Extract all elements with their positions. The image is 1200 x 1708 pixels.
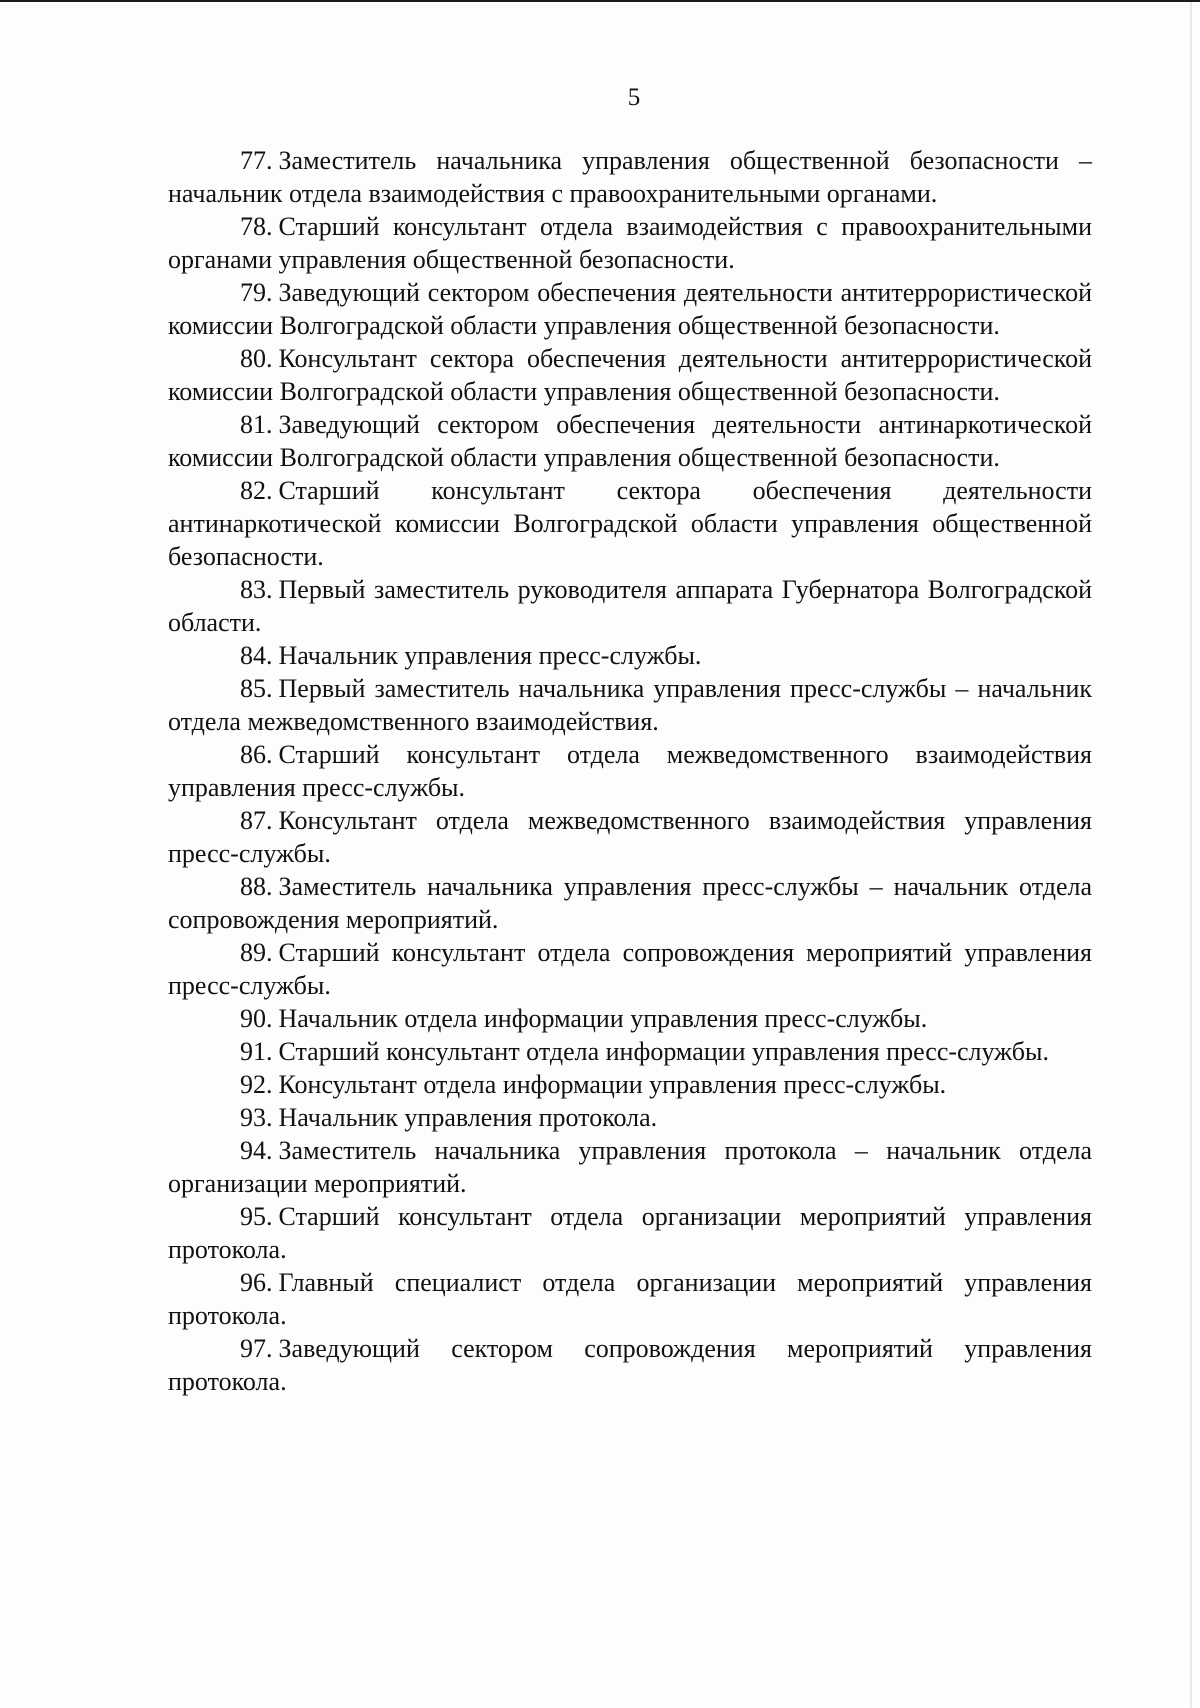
item-text: Старший консультант отдела межведомственного взаимодействия управления пресс-службы.	[168, 740, 1092, 802]
item-number: 94.	[240, 1136, 273, 1165]
item-text: Главный специалист отдела организации мероприятий управления протокола.	[168, 1268, 1092, 1330]
item-text: Начальник управления пресс-службы.	[278, 641, 702, 670]
list-item	[168, 738, 1092, 804]
list-item	[168, 474, 1092, 573]
item-number: 79.	[240, 278, 273, 307]
list-item	[168, 1101, 1092, 1134]
list-item	[168, 276, 1092, 342]
item-text: Заведующий сектором сопровождения мероприятий управления протокола.	[168, 1334, 1092, 1396]
list-item	[168, 1002, 1092, 1035]
item-number: 83.	[240, 575, 273, 604]
item-number: 84.	[240, 641, 273, 670]
list-item	[168, 1200, 1092, 1266]
item-text: Старший консультант отдела сопровождения мероприятий управления пресс-службы.	[168, 938, 1092, 1000]
list-item	[168, 870, 1092, 936]
item-number: 96.	[240, 1268, 273, 1297]
item-number: 86.	[240, 740, 273, 769]
item-number: 85.	[240, 674, 273, 703]
item-text: Начальник отдела информации управления пресс-службы.	[278, 1004, 928, 1033]
item-text: Первый заместитель начальника управления пресс-службы – начальник отдела межведомственного взаимодействия.	[168, 674, 1092, 736]
item-text: Консультант отдела межведомственного взаимодействия управления пресс-службы.	[168, 806, 1092, 868]
list-item	[168, 1332, 1092, 1398]
list-item	[168, 210, 1092, 276]
item-text: Начальник управления протокола.	[278, 1103, 658, 1132]
item-number: 78.	[240, 212, 273, 241]
item-text: Старший консультант отдела организации мероприятий управления протокола.	[168, 1202, 1092, 1264]
list-item	[168, 804, 1092, 870]
item-text: Заместитель начальника управления общественной безопасности – начальник отдела взаимодействия с правоохранительными органами.	[168, 146, 1092, 208]
item-text: Консультант сектора обеспечения деятельности антитеррористической комиссии Волгоградской области управления общественной безопасности.	[168, 344, 1092, 406]
item-text: Заместитель начальника управления протокола – начальник отдела организации мероприятий.	[168, 1136, 1092, 1198]
page-number: 5	[627, 84, 641, 111]
item-number: 80.	[240, 344, 273, 373]
list-item	[168, 573, 1092, 639]
list-item	[168, 342, 1092, 408]
item-number: 88.	[240, 872, 273, 901]
list-item	[168, 936, 1092, 1002]
item-text: Заведующий сектором обеспечения деятельности антитеррористической комиссии Волгоградской области управления общественной безопасности.	[168, 278, 1092, 340]
list-item	[168, 672, 1092, 738]
list-item	[168, 1035, 1092, 1068]
list-item	[168, 1134, 1092, 1200]
item-number: 89.	[240, 938, 273, 967]
item-text: Старший консультант сектора обеспечения деятельности антинаркотической комиссии Волгоградской области управления общественной безопасности.	[168, 476, 1092, 571]
item-number: 91.	[240, 1037, 273, 1066]
item-text: Старший консультант отдела информации управления пресс-службы.	[278, 1037, 1050, 1066]
item-number: 90.	[240, 1004, 273, 1033]
list-item	[168, 1068, 1092, 1101]
item-number: 81.	[240, 410, 273, 439]
item-number: 82.	[240, 476, 273, 505]
list-item	[168, 408, 1092, 474]
list-item	[168, 1266, 1092, 1332]
item-text: Консультант отдела информации управления пресс-службы.	[278, 1070, 947, 1099]
scan-edge-line	[1190, 2, 1192, 1708]
list-item	[168, 144, 1092, 210]
item-number: 95.	[240, 1202, 273, 1231]
item-number: 92.	[240, 1070, 273, 1099]
document-body	[168, 144, 1092, 1398]
item-number: 93.	[240, 1103, 273, 1132]
item-text: Первый заместитель руководителя аппарата Губернатора Волгоградской области.	[168, 575, 1092, 637]
item-text: Старший консультант отдела взаимодействия с правоохранительными органами управления общественной безопасности.	[168, 212, 1092, 274]
item-number: 97.	[240, 1334, 273, 1363]
list-item	[168, 639, 1092, 672]
item-number: 87.	[240, 806, 273, 835]
item-text: Заместитель начальника управления пресс-службы – начальник отдела сопровождения мероприятий.	[168, 872, 1092, 934]
item-number: 77.	[240, 146, 273, 175]
item-text: Заведующий сектором обеспечения деятельности антинаркотической комиссии Волгоградской области управления общественной безопасности.	[168, 410, 1092, 472]
